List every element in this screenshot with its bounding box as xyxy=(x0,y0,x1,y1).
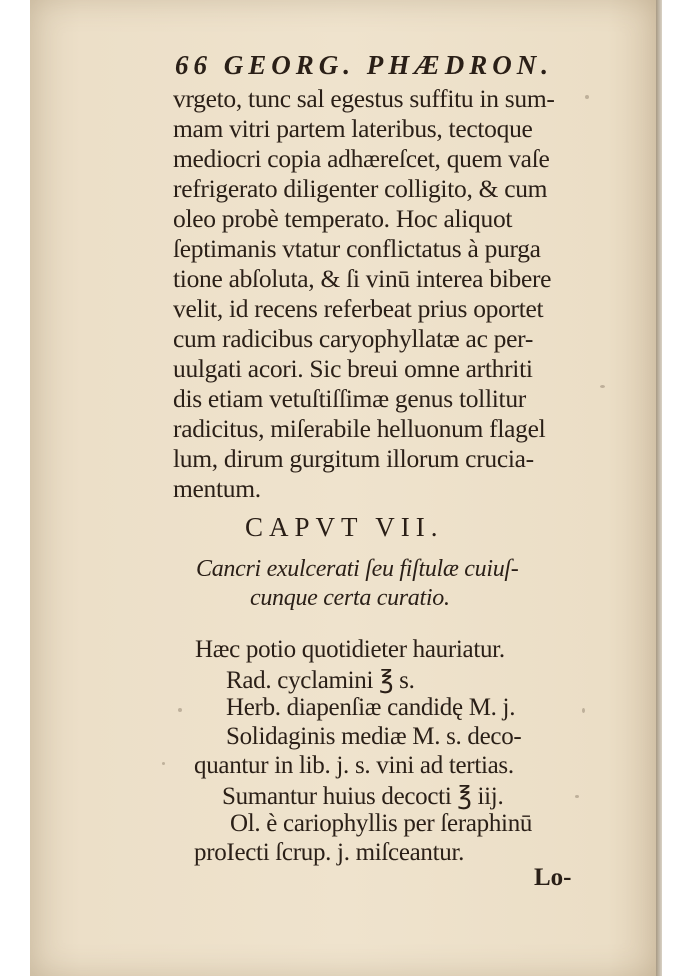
paragraph-line: mentum. xyxy=(173,474,261,503)
paragraph-line: refrigerato diligenter colligito, & cum xyxy=(173,174,548,203)
recipe-line: Herb. diapenſiæ candidę M. j. xyxy=(226,694,516,721)
paragraph-line: mediocri copia adhæreſcet, quem vaſe xyxy=(173,144,550,173)
page-edge xyxy=(656,0,662,976)
paragraph-line: vrgeto, tunc sal egestus suffitu in sum- xyxy=(173,84,555,113)
recipe-line: quantur in lib. j. s. vini ad tertias. xyxy=(194,752,514,779)
recipe-line: Rad. cyclamini ℥ s. xyxy=(226,667,415,694)
scan-speck xyxy=(600,385,605,388)
chapter-subtitle-line: cunque certa curatio. xyxy=(250,585,450,611)
recipe-line: Ol. è cariophyllis per ſeraphinū xyxy=(230,810,533,837)
recipe-line: Solidaginis mediæ M. s. deco- xyxy=(226,723,522,750)
paragraph-line: uulgati acori. Sic breui omne arthriti xyxy=(173,354,533,383)
recipe-line: Hæc potio quotidieter hauriatur. xyxy=(195,636,505,663)
chapter-heading: CAPVT VII. xyxy=(245,512,444,542)
scan-speck xyxy=(162,762,165,765)
chapter-subtitle-line: Cancri exulcerati ſeu fiſtulæ cuiuſ- xyxy=(196,556,519,582)
paragraph-line: ſeptimanis vtatur conflictatus à purga xyxy=(173,234,541,263)
paragraph-line: mam vitri partem lateribus, tectoque xyxy=(173,114,533,143)
scan-speck xyxy=(582,708,585,713)
catchword: Lo- xyxy=(534,864,572,891)
paragraph-line: dis etiam vetuſtiſſimæ genus tollitur xyxy=(173,384,526,413)
paragraph-line: oleo probè temperato. Hoc aliquot xyxy=(173,204,513,233)
paragraph-line: cum radicibus caryophyllatæ ac per- xyxy=(173,324,534,353)
paragraph-line: velit, id recens referbeat prius oportet xyxy=(173,294,544,323)
running-header: 66 GEORG. PHÆDRON. xyxy=(175,50,553,80)
scan-speck xyxy=(178,708,182,712)
scan-speck xyxy=(585,95,589,99)
paragraph-line: tione abſoluta, & ſi vinū interea bibere xyxy=(173,264,552,293)
scan-speck xyxy=(575,795,579,798)
paragraph-line: lum, dirum gurgitum illorum crucia- xyxy=(173,444,534,473)
paragraph-line: radicitus, miſerabile helluonum flagel xyxy=(173,414,546,443)
recipe-line: proIecti ſcrup. j. miſceantur. xyxy=(194,839,465,866)
recipe-line: Sumantur huius decocti ℥ iij. xyxy=(222,783,504,810)
